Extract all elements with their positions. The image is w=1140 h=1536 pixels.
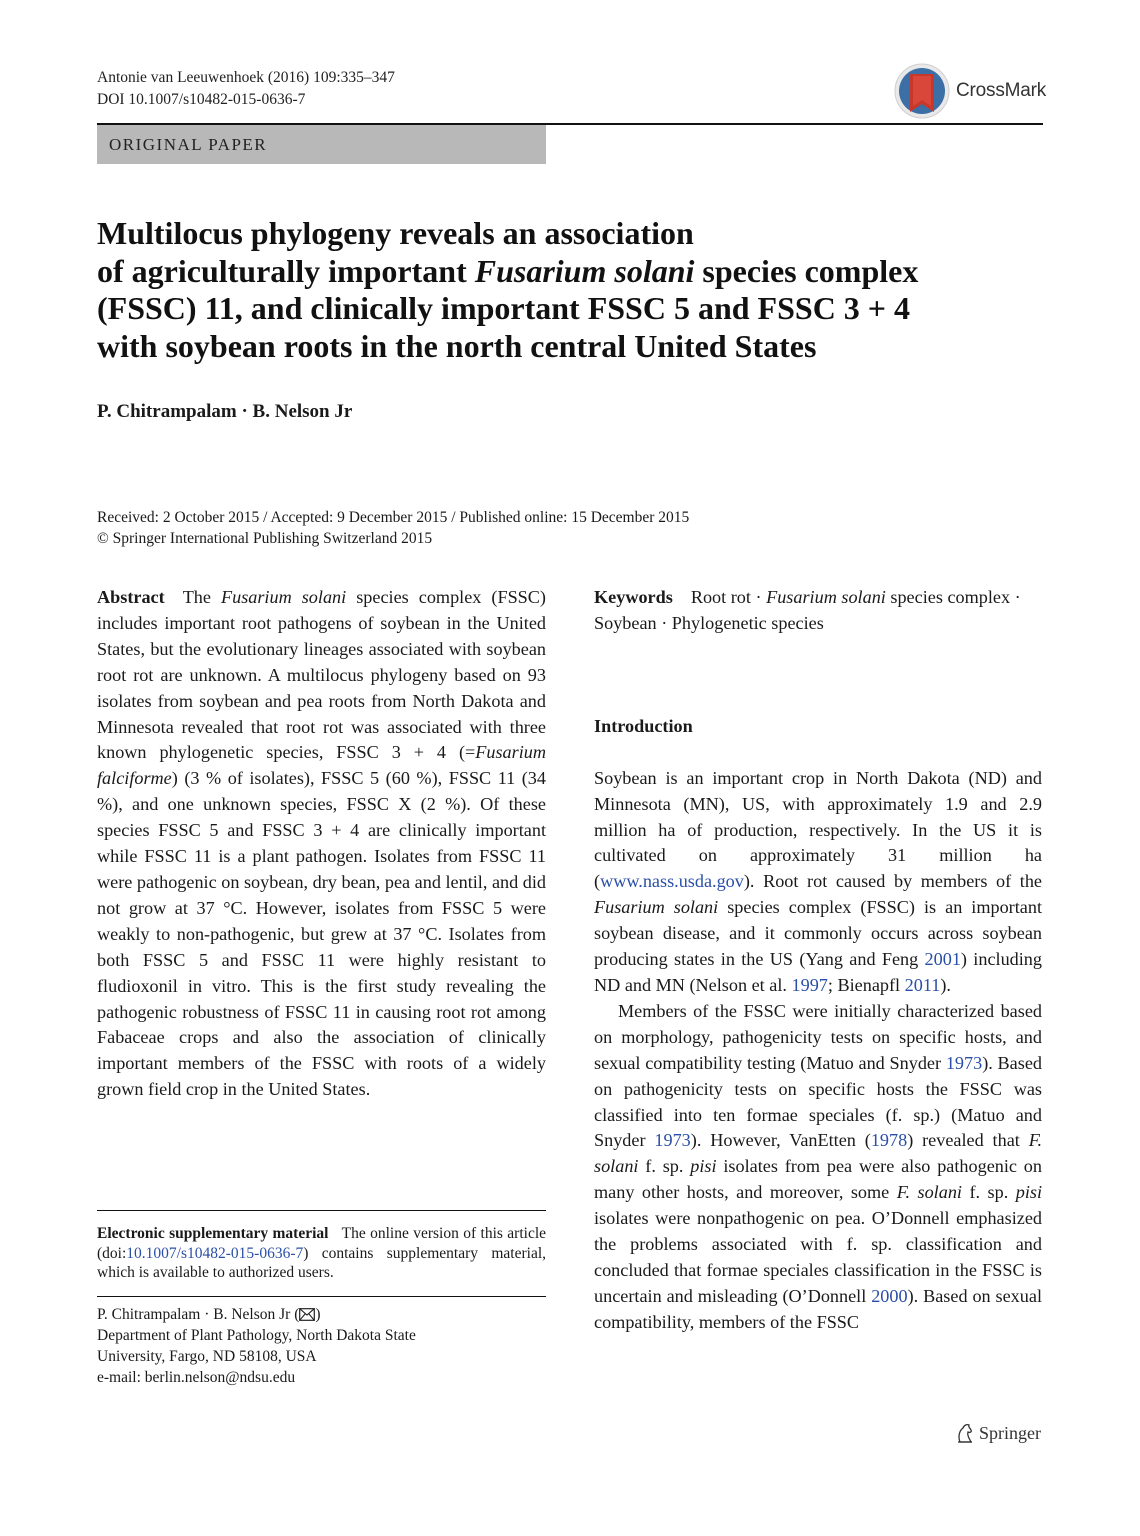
journal-doi: DOI 10.1007/s10482-015-0636-7 bbox=[97, 91, 306, 108]
section-banner: ORIGINAL PAPER bbox=[97, 125, 546, 164]
keyword: Phylogenetic species bbox=[671, 612, 824, 633]
keywords-label: Keywords bbox=[594, 587, 673, 607]
abstract-part: The bbox=[182, 587, 221, 607]
abstract-part: species complex (FSSC) includes important root pathogens of soybean in the United States, but the evolutionary lineages associated with soybean root rot are unknown. A multilocus phylogeny based on 93 isolates from soybean and pea roots from North Dakota and Minnesota revealed that root rot was associated with three known phylogenetic species, FSSC 3 + 4 (= bbox=[97, 587, 546, 763]
intro-italic: F. solani bbox=[896, 1182, 962, 1203]
keyword-italic: Fusarium solani bbox=[766, 587, 886, 607]
intro-italic: pisi bbox=[1015, 1182, 1042, 1203]
citation-link[interactable]: 2011 bbox=[904, 974, 941, 995]
intro-text: Soybean is an important crop in North Dakota (ND) and Minnesota (MN), US, with approximately 1.9 and 2.9 million ha of production, respectively. In the US it is cultivated on approximately 31 million ha ( bbox=[594, 767, 1042, 892]
right-column bbox=[594, 585, 1042, 1336]
intro-text: f. sp. bbox=[961, 1182, 1016, 1203]
intro-text: species complex (FSSC) is an important soybean disease, and it commonly occurs across soybean producing states in the US (Yang and Feng bbox=[594, 897, 1043, 970]
keyword-separator: · bbox=[656, 612, 672, 633]
intro-text: ). bbox=[940, 974, 951, 995]
supplementary-text: ) contains supplementary material, which is available to authorized users. bbox=[97, 1244, 546, 1281]
keyword-separator: · bbox=[1010, 587, 1021, 607]
nass-link[interactable]: www.nass.usda.gov bbox=[600, 871, 744, 892]
title-line-2b: species complex bbox=[694, 252, 919, 289]
keyword: species complex bbox=[885, 587, 1011, 607]
history-dates: Received: 2 October 2015 / Accepted: 9 December 2015 / Published online: 15 December 2015 bbox=[97, 509, 690, 526]
affiliation-university: University, Fargo, ND 58108, USA bbox=[97, 1348, 317, 1365]
article-history bbox=[97, 507, 689, 549]
intro-text: ). Root rot caused by members of the bbox=[743, 871, 1042, 892]
intro-text: f. sp. bbox=[638, 1156, 691, 1177]
intro-italic: pisi bbox=[690, 1156, 717, 1177]
journal-citation: Antonie van Leeuwenhoek (2016) 109:335–347 bbox=[97, 69, 395, 86]
title-line-3: (FSSC) 11, and clinically important FSSC 5 and FSSC 3 + 4 bbox=[97, 290, 911, 326]
supplementary-doi-link[interactable]: 10.1007/s10482-015-0636-7 bbox=[126, 1244, 304, 1262]
keyword-separator: · bbox=[750, 587, 767, 607]
intro-text: ). Based on pathogenicity tests on specific hosts the FSSC was classified into ten formae speciales (f. sp.) (Matuo and Snyder bbox=[594, 1052, 1042, 1151]
intro-italic: F. solani bbox=[594, 1130, 1042, 1177]
intro-text: ). Based on sexual compatibility, members of the FSSC bbox=[594, 1285, 1042, 1332]
supplementary-note bbox=[97, 1224, 546, 1283]
envelope-icon bbox=[299, 1308, 315, 1321]
abstract-section bbox=[97, 585, 546, 1103]
introduction-paragraph-2 bbox=[594, 999, 1042, 1336]
springer-horse-icon bbox=[955, 1422, 975, 1444]
abstract-label: Abstract bbox=[97, 587, 165, 607]
crossmark-label: CrossMark bbox=[956, 80, 1047, 101]
title-line-1: Multilocus phylogeny reveals an association bbox=[97, 215, 694, 251]
author-2[interactable]: B. Nelson Jr bbox=[252, 401, 353, 422]
affiliation-rule bbox=[97, 1296, 546, 1297]
abstract-text bbox=[97, 585, 546, 1103]
copyright: © Springer International Publishing Switzerland 2015 bbox=[97, 530, 433, 547]
affiliation-names-line: P. Chitrampalam · B. Nelson Jr ( ) bbox=[97, 1306, 321, 1323]
author-list bbox=[97, 401, 352, 423]
affiliation-names: P. Chitrampalam · B. Nelson Jr bbox=[97, 1306, 291, 1323]
title-line-4: with soybean roots in the north central United States bbox=[97, 327, 817, 364]
keywords bbox=[594, 585, 1042, 637]
intro-text: isolates were nonpathogenic on pea. O’Donnell emphasized the problems associated with f. sp. classification and concluded that formae speciales classification in the FSSC is uncertain and misleading (O’Donnell bbox=[594, 1208, 1042, 1306]
supplementary-text: The online version of this article (doi: bbox=[97, 1225, 547, 1262]
citation-link[interactable]: 2001 bbox=[924, 949, 961, 970]
publisher-name: Springer bbox=[979, 1422, 1041, 1443]
title-line-2-italic: Fusarium solani bbox=[474, 252, 695, 289]
intro-text: Members of the FSSC were initially characterized based on morphology, pathogenicity tests on specific hosts, and sexual compatibility testing (Matuo and Snyder bbox=[594, 1000, 1042, 1073]
intro-text: isolates from pea were also pathogenic on many other hosts, and moreover, some bbox=[594, 1156, 1042, 1203]
citation-link[interactable]: 1973 bbox=[945, 1052, 983, 1073]
intro-text: ) including ND and MN (Nelson et al. bbox=[594, 949, 1042, 995]
abstract-italic: Fusarium falciforme bbox=[97, 742, 546, 789]
title-line-2a: of agriculturally important bbox=[97, 252, 475, 289]
supplementary-label: Electronic supplementary material bbox=[97, 1225, 329, 1242]
author-separator: · bbox=[236, 401, 253, 422]
affiliation-email[interactable]: e-mail: berlin.nelson@ndsu.edu bbox=[97, 1369, 296, 1386]
intro-text: ; Bienapfl bbox=[827, 974, 905, 995]
affiliation-department: Department of Plant Pathology, North Dakota State bbox=[97, 1327, 416, 1344]
abstract-italic: Fusarium solani bbox=[220, 587, 347, 607]
citation-link[interactable]: 2000 bbox=[871, 1285, 908, 1306]
introduction-paragraph-1 bbox=[594, 766, 1042, 999]
keyword: Root rot bbox=[690, 587, 751, 607]
footnote-rule bbox=[97, 1210, 546, 1211]
article-title bbox=[97, 215, 1037, 365]
author-1[interactable]: P. Chitrampalam bbox=[97, 401, 237, 422]
keyword: Soybean bbox=[594, 612, 657, 633]
intro-text: ). However, VanEtten ( bbox=[690, 1130, 871, 1151]
intro-italic: Fusarium solani bbox=[594, 897, 719, 918]
affiliation bbox=[97, 1304, 546, 1388]
springer-footer bbox=[955, 1422, 1041, 1444]
abstract-part: ) (3 % of isolates), FSSC 5 (60 %), FSSC 11 (34 %), and one unknown species, FSSC X (2 %). Of these species FSSC 5 and FSSC 3 + 4 are clinically important while FSSC 11 is a plant pathogen. Isolates from FSSC 11 were pathogenic on soybean, dry bean, pea and lentil, and did not grow at 37 °C. However, isolates from FSSC 5 were weakly to non-pathogenic, but grew at 37 °C. Isolates from both FSSC 5 and FSSC 11 were highly resistant to fludioxonil in vitro. This is the first study revealing the pathogenic robustness of FSSC 11 in causing root rot among Fabaceae crops and also the association of clinically important members of the FSSC with roots of a widely grown field crop in the United States. bbox=[97, 768, 546, 1100]
citation-link[interactable]: 1978 bbox=[870, 1130, 908, 1151]
citation-link[interactable]: 1973 bbox=[654, 1130, 691, 1151]
intro-text: ) revealed that bbox=[907, 1130, 1029, 1151]
citation-link[interactable]: 1997 bbox=[791, 974, 828, 995]
introduction-heading: Introduction bbox=[594, 715, 693, 736]
